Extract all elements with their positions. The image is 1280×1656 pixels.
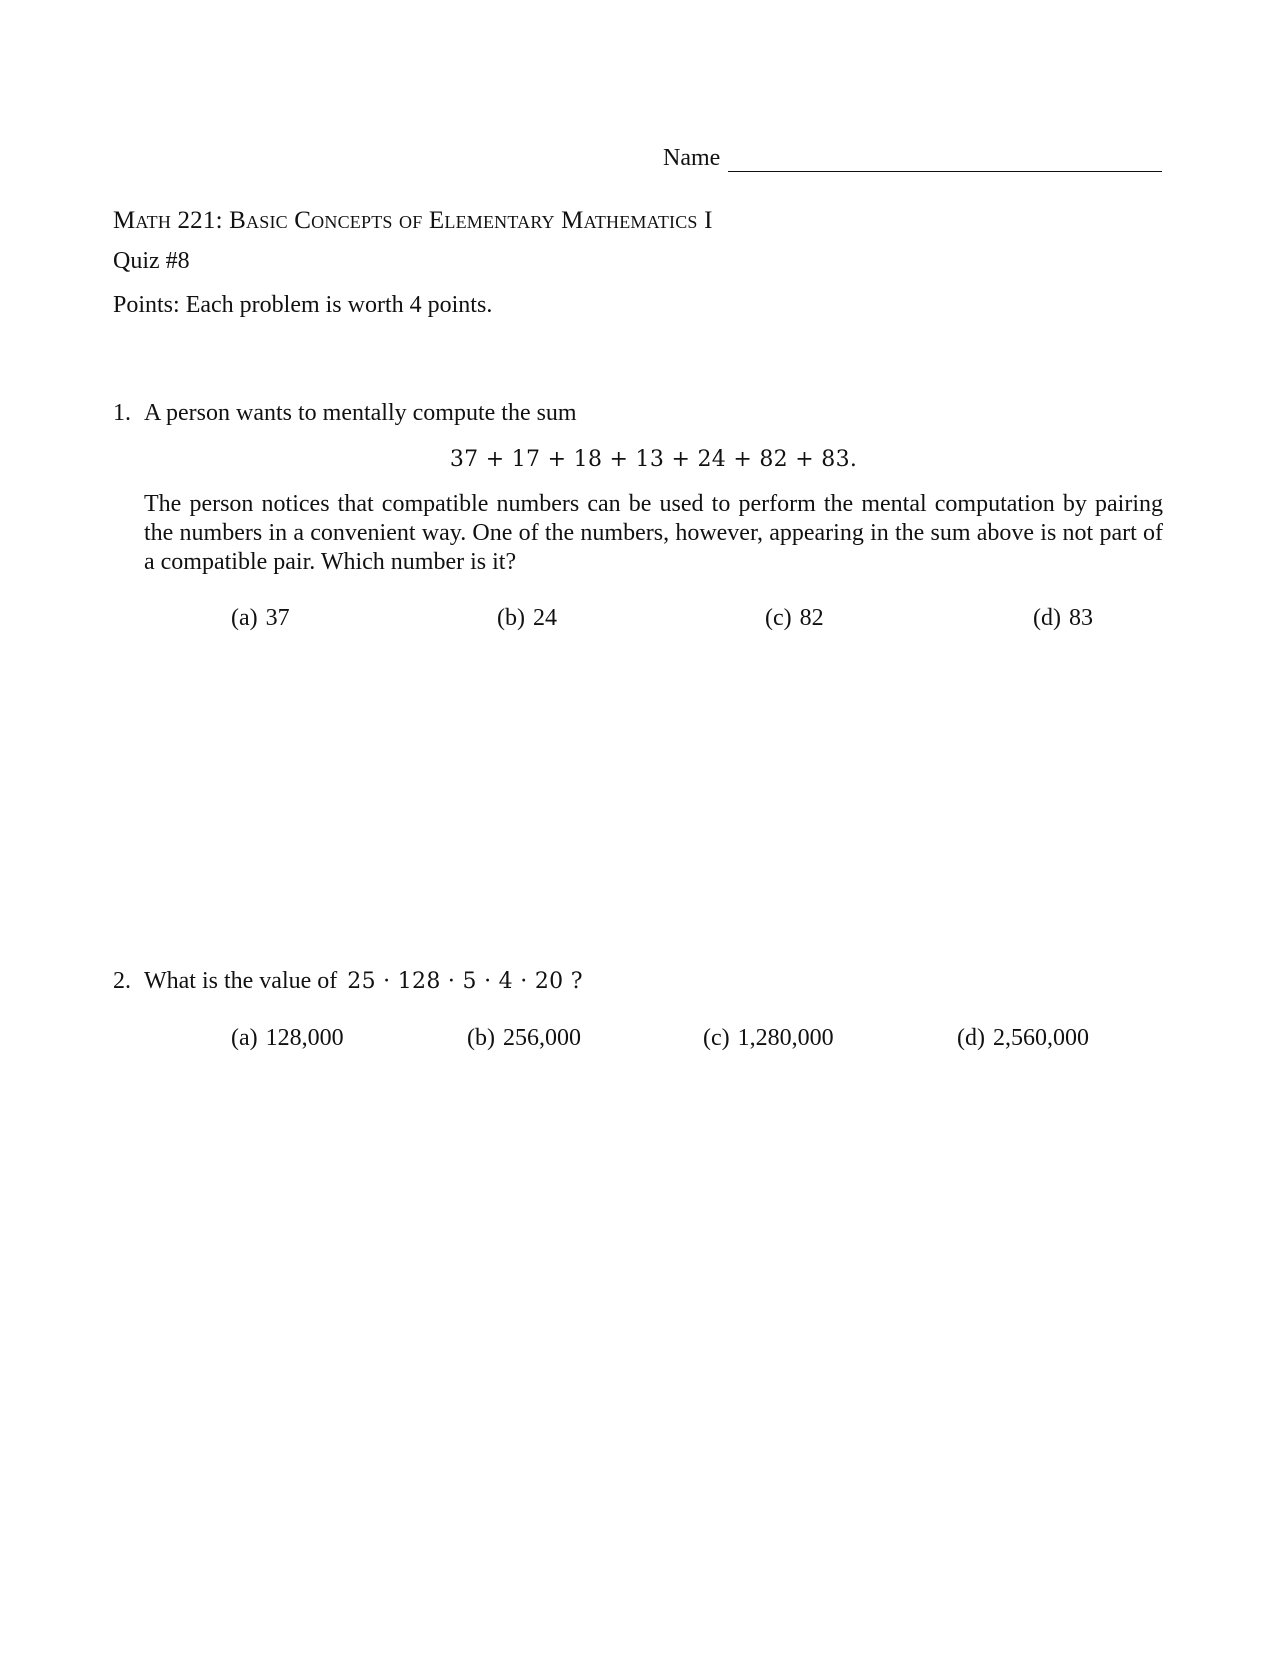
problem-1-prompt-row [113,400,1163,427]
choice-value: 128,000 [265,1025,344,1051]
choice-letter: (a) [231,605,258,631]
name-field [663,145,1162,172]
problem-1 [113,400,1163,637]
problem-number: 2. [113,968,131,994]
choice-c[interactable] [765,605,824,632]
choice-letter: (d) [1033,605,1061,631]
choice-c[interactable] [703,1025,834,1052]
choice-d[interactable] [1033,605,1093,632]
choice-letter: (b) [497,605,525,631]
choice-b[interactable] [467,1025,581,1052]
points-statement: Points: Each problem is worth 4 points. [113,292,493,318]
choice-letter: (d) [957,1025,985,1051]
problem-number: 1. [113,400,131,426]
problem-prompt: What is the value of [144,968,338,994]
answer-choices [113,1025,1163,1057]
choice-letter: (c) [765,605,792,631]
choice-b[interactable] [497,605,557,632]
sum-expression: 37 + 17 + 18 + 13 + 24 + 82 + 83. [449,447,858,472]
quiz-header [113,208,713,317]
problem-2 [113,968,1163,1057]
choice-value: 2,560,000 [992,1025,1089,1051]
problem-prompt: A person wants to mentally compute the sum [144,400,577,426]
choice-d[interactable] [957,1025,1089,1052]
name-label: Name [663,145,721,171]
quiz-number: Quiz #8 [113,248,190,274]
choice-value: 256,000 [502,1025,581,1051]
name-blank-line[interactable] [728,149,1162,172]
choice-a[interactable] [231,605,290,632]
choice-value: 37 [265,605,290,631]
choice-letter: (a) [231,1025,258,1051]
problem-2-prompt-row [113,968,1163,995]
choice-value: 1,280,000 [737,1025,834,1051]
choice-letter: (c) [703,1025,730,1051]
choice-value: 83 [1068,605,1093,631]
choice-value: 24 [532,605,557,631]
product-expression: 25 · 128 · 5 · 4 · 20 ? [347,969,583,994]
problem-prompt-wrap [144,968,1163,995]
choice-a[interactable] [231,1025,344,1052]
problem-body: The person notices that compatible numbers can be used to perform the mental computation by pairing the numbers in a convenient way. One of the numbers, however, appearing in the sum above is not part of a compatible pair. Which number is it? [144,491,1163,575]
choice-letter: (b) [467,1025,495,1051]
course-title: Math 221: Basic Concepts of Elementary Mathematics I [113,207,713,234]
answer-choices [113,605,1163,637]
choice-value: 82 [799,605,824,631]
